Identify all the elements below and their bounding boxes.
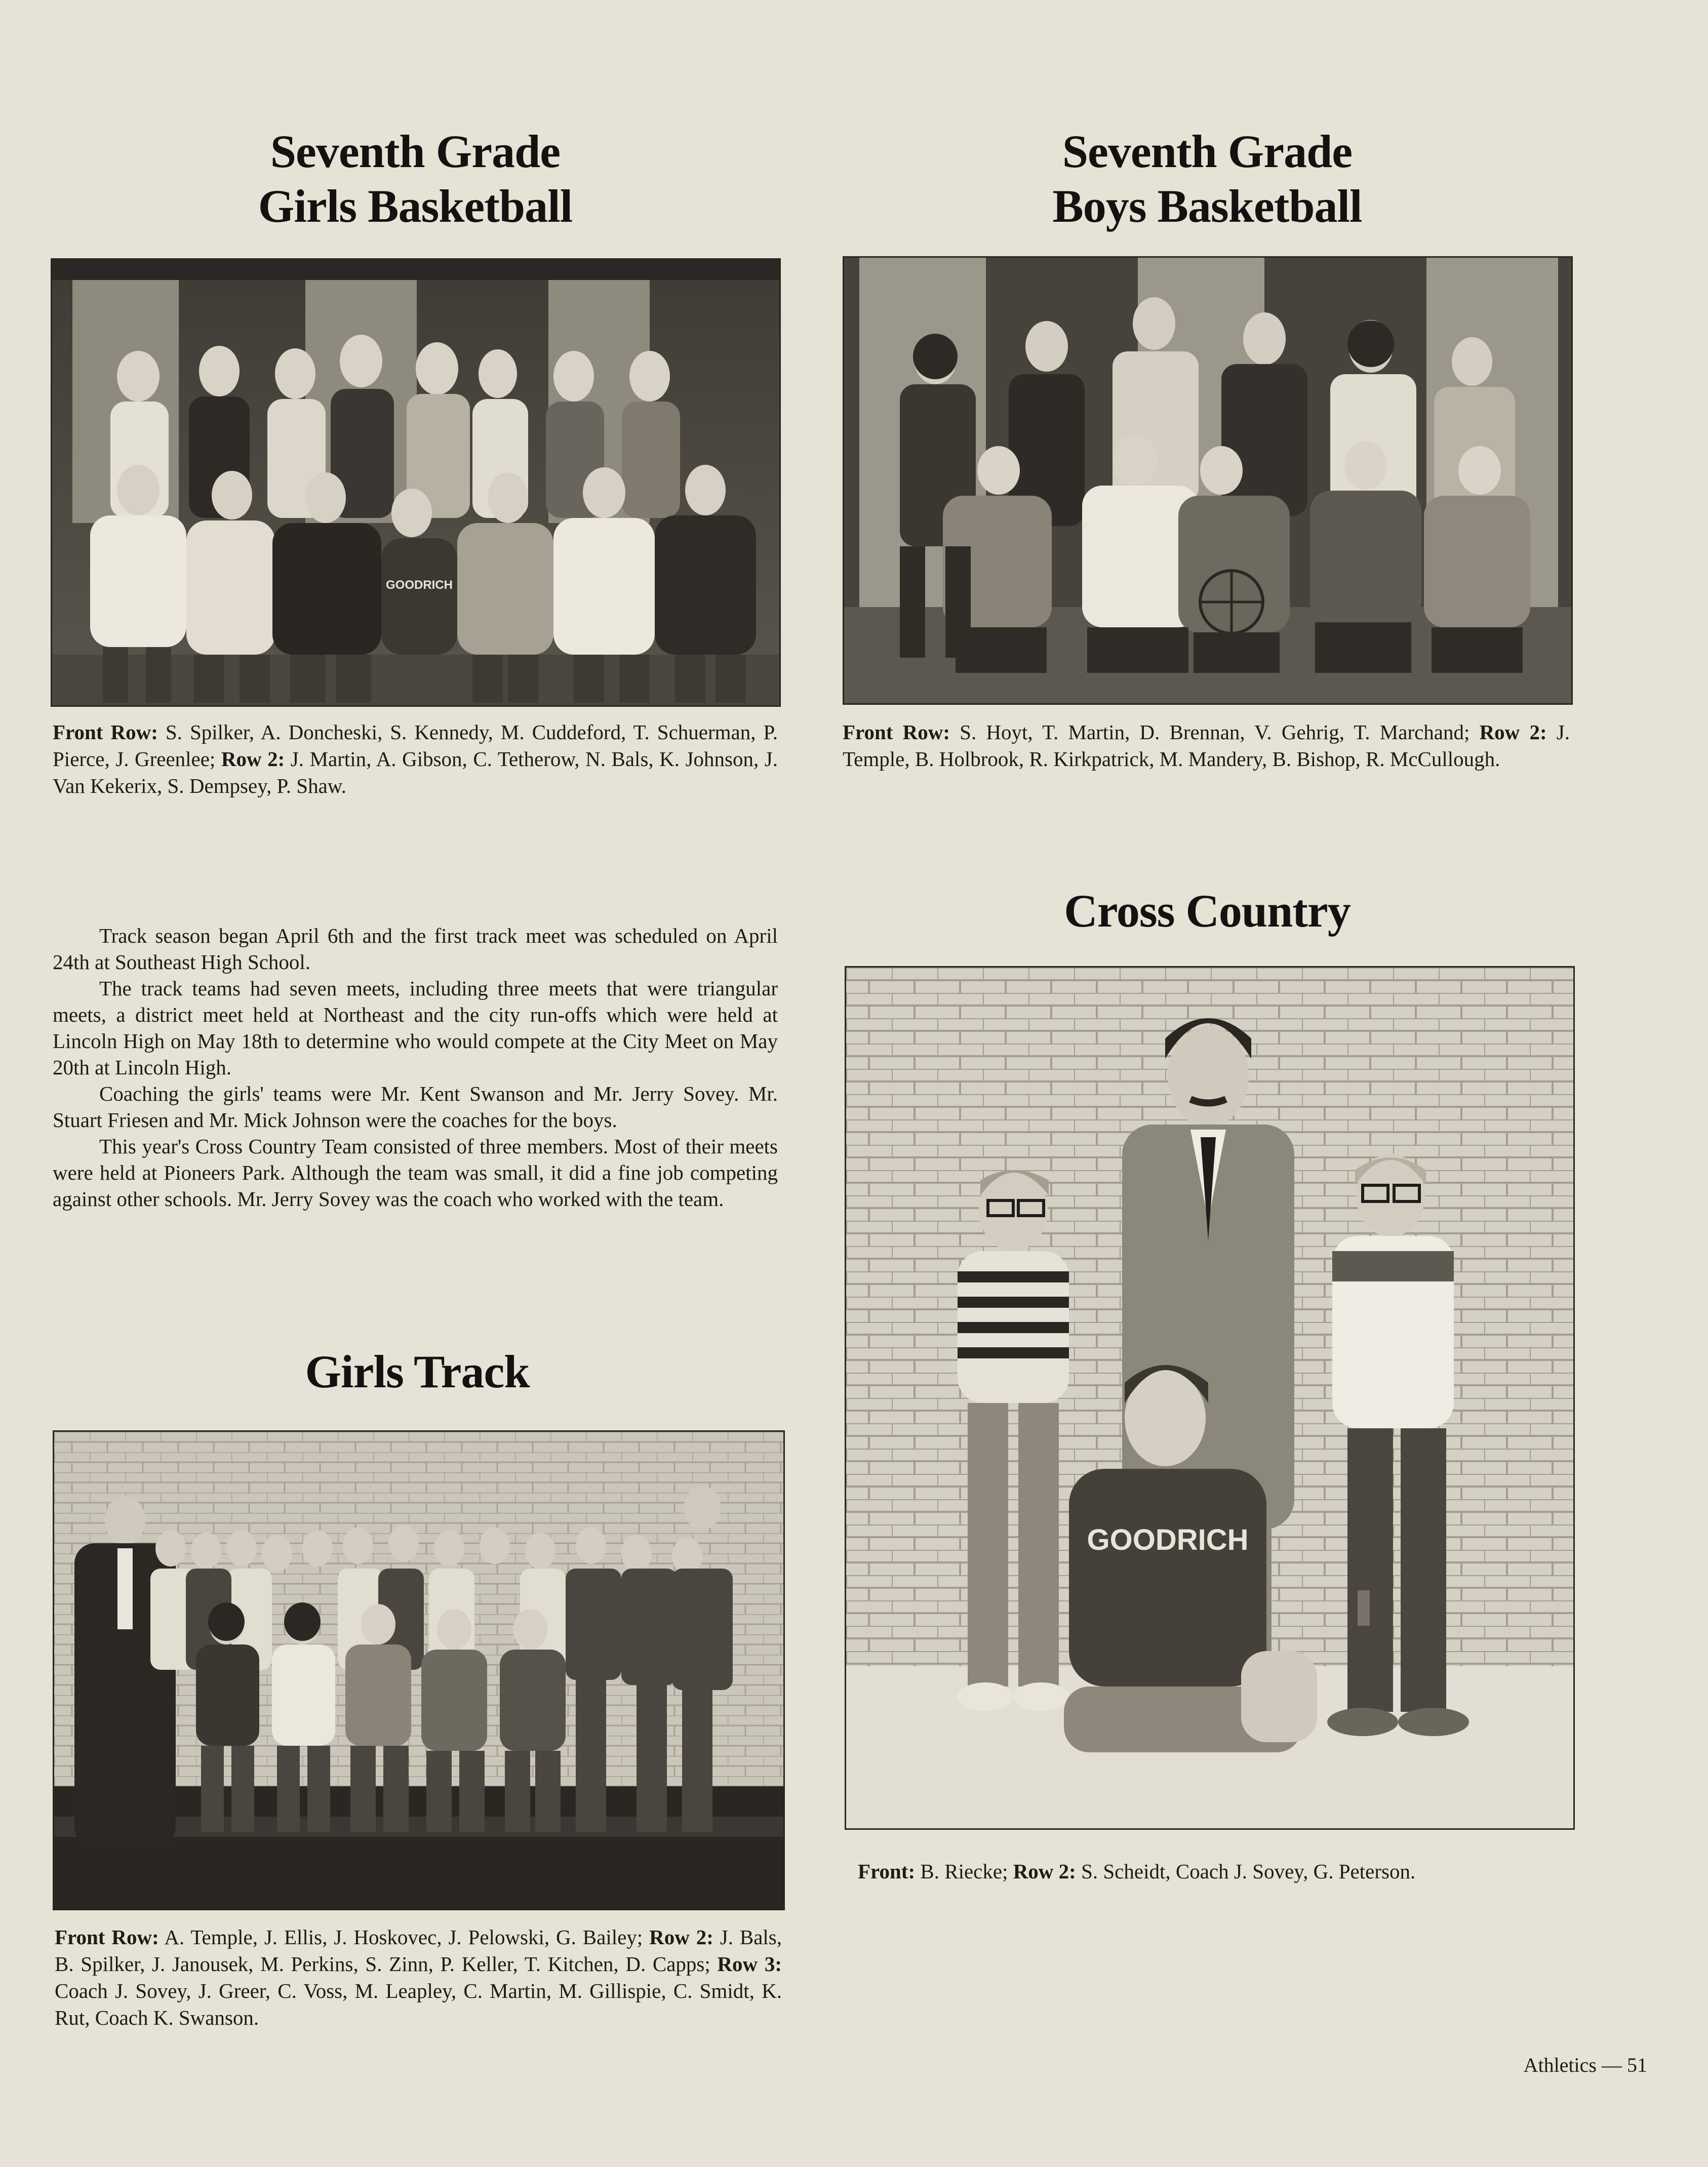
girls-basketball-title: Seventh Grade Girls Basketball xyxy=(258,126,573,232)
boys-basketball-caption: Front Row: S. Hoyt, T. Martin, D. Brennan, V. Gehrig, T. Marchand; Row 2: J. Temple, B. Holbrook, R. Kirkpatrick, M. Mandery, B. Bishop, R. McCullough. xyxy=(843,720,1570,771)
cross-country-title: Cross Country xyxy=(1064,885,1350,937)
girls-track-photo xyxy=(53,1430,785,1910)
boys-basketball-title: Seventh Grade Boys Basketball xyxy=(1052,126,1362,232)
article-paragraph: Track season began April 6th and the first track meet was scheduled on April 24th at Southeast High School. xyxy=(53,924,778,974)
track-article xyxy=(53,922,778,1212)
article-paragraph: The track teams had seven meets, including three meets that were triangular meets, a district meet held at Northeast and the city run-offs which were held at Lincoln High on May 18th to determine who would compete at the City Meet on May 20th at Lincoln High. xyxy=(53,977,778,1079)
footer-separator: — xyxy=(1602,2054,1622,2076)
page-number: 51 xyxy=(1627,2054,1647,2076)
page-footer xyxy=(1524,2053,1647,2077)
girls-track-caption: Front Row: A. Temple, J. Ellis, J. Hoskovec, J. Pelowski, G. Bailey; Row 2: J. Bals, B. Spilker, J. Janousek, M. Perkins, S. Zinn, P. Keller, T. Kitchen, D. Capps; Row 3: Coach J. Sovey, J. Greer, C. Voss, M. Leapley, C. Martin, M. Gillispie, C. Smidt, K. Rut, Coach K. Swanson. xyxy=(55,1925,782,2029)
article-paragraph: Coaching the girls' teams were Mr. Kent Swanson and Mr. Jerry Sovey. Mr. Stuart Friesen and Mr. Mick Johnson were the coaches for the boys. xyxy=(53,1082,778,1132)
girls-track-title: Girls Track xyxy=(305,1346,530,1397)
svg-text:GOODRICH: GOODRICH xyxy=(1087,1523,1249,1556)
cross-country-caption: Front: B. Riecke; Row 2: S. Scheidt, Coach J. Sovey, G. Peterson. xyxy=(858,1860,1416,1883)
svg-text:GOODRICH: GOODRICH xyxy=(386,578,453,592)
cross-country-photo xyxy=(845,966,1575,1830)
girls-basketball-caption: Front Row: S. Spilker, A. Doncheski, S. Kennedy, M. Cuddeford, T. Schuerman, P. Pierce, J. Greenlee; Row 2: J. Martin, A. Gibson, C. Tetherow, N. Bals, K. Johnson, J. Van Kekerix, S. Dempsey, P. Shaw. xyxy=(53,720,778,797)
boys-basketball-photo xyxy=(843,256,1573,705)
girls-basketball-photo xyxy=(51,258,781,707)
footer-section-name: Athletics xyxy=(1523,2054,1597,2076)
article-paragraph: This year's Cross Country Team consisted of three members. Most of their meets were held at Pioneers Park. Although the team was small, it did a fine job competing against other schools. Mr. Jerry Sovey was the coach who worked with the team. xyxy=(53,1135,778,1211)
